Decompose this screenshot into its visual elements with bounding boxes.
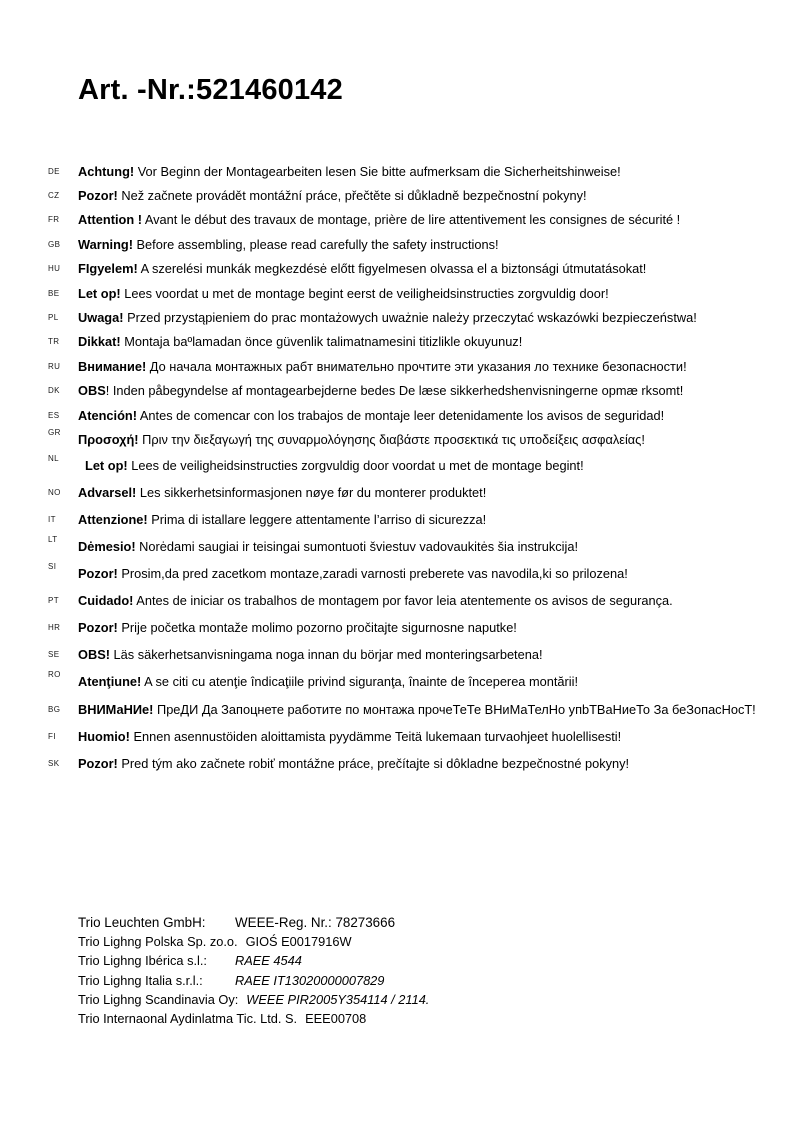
footer-row	[78, 971, 429, 990]
footer-row	[78, 932, 429, 951]
warning-row	[0, 506, 802, 533]
warning-lead-word: Pozor!	[78, 566, 118, 582]
language-code: BE	[48, 288, 60, 298]
warning-row	[0, 750, 802, 777]
company-label: Trio Internaonal Aydinlatma Tic. Ltd. S.	[78, 1011, 298, 1027]
registration-value: RAEE 4544	[235, 953, 302, 969]
warning-row	[0, 614, 802, 641]
warning-text	[78, 566, 628, 581]
warning-lead-word: Atención!	[78, 407, 138, 423]
warning-text	[78, 620, 517, 635]
language-code: FI	[48, 731, 56, 741]
warning-row	[0, 305, 802, 329]
warning-rest-text: Πριν την διεξαγωγή της συναρμολόγησης διαβάστε προσεκτικά τις υποδείξεις ασφαλείας!	[138, 431, 645, 447]
warning-text	[78, 237, 499, 252]
warning-lead-word: OBS	[78, 383, 106, 399]
language-code: NL	[48, 453, 60, 463]
warning-lead-word: FIgyelem!	[78, 261, 138, 277]
warning-text	[78, 729, 621, 744]
warning-rest-text: Les sikkerhetsinformasjonen nøye før du monterer produktet!	[136, 484, 487, 500]
warning-text	[78, 212, 680, 227]
language-code: DK	[48, 386, 60, 396]
language-code: PL	[48, 313, 59, 323]
language-code: SK	[48, 758, 60, 768]
warning-row	[0, 232, 802, 256]
warnings-list	[0, 159, 802, 777]
warning-row	[0, 330, 802, 354]
warning-lead-word: Let op!	[85, 457, 128, 473]
warning-rest-text: Montaja baºlamadan önce güvenlik talimatnamesini titizlikle okuyunuz!	[120, 334, 523, 350]
registration-value: EEE00708	[305, 1011, 367, 1027]
warning-rest-text: Prima di istallare leggere attentamente l’arriso di sicurezza!	[147, 511, 487, 527]
language-code: ES	[48, 410, 60, 420]
warning-rest-text: A szerelési munkák megkezdésė előtt figyelmesen olvassa el a biztonsági útmutatásokat!	[137, 261, 647, 277]
warning-text	[78, 593, 673, 608]
warning-text	[78, 408, 664, 423]
warning-row	[0, 159, 802, 183]
warning-text	[78, 432, 645, 447]
warning-text	[78, 383, 683, 398]
warning-text	[78, 485, 486, 500]
warning-lead-word: Advarsel!	[78, 484, 137, 500]
language-code: NO	[48, 487, 61, 497]
warning-rest-text: Norėdami saugiai ir teisingai sumontuoti šviestuv vadovaukitės šia instrukcija!	[135, 539, 579, 555]
company-label: Trio Lighng Polska Sp. zo.o.	[78, 934, 238, 950]
warning-rest-text: Než začnete provádět montážní práce, přečtěte si důkladně bezpečnostní pokyny!	[117, 188, 587, 204]
warning-lead-word: Warning!	[78, 236, 133, 252]
warning-row	[0, 587, 802, 614]
registration-value: WEEE PIR2005Y354114 / 2114.	[246, 991, 430, 1007]
warning-lead-word: Внимание!	[78, 358, 147, 374]
warning-rest-text: Antes de comencar con los trabajos de montaje leer detenidamente los avisos de seguridad!	[137, 407, 665, 423]
warning-lead-word: Let op!	[78, 285, 121, 301]
warning-rest-text: Vor Beginn der Montagearbeiten lesen Sie bitte aufmerksam die Sicherheitshinweise!	[134, 163, 621, 179]
warning-text	[78, 647, 543, 662]
warning-rest-text: Przed przystąpieniem do prac montażowych uważnie należy przeczytać wskazówki bezpieczeństwa!	[123, 310, 697, 326]
warning-lead-word: Achtung!	[78, 163, 135, 179]
warning-text	[78, 359, 687, 374]
registration-value: RAEE IT13020000007829	[235, 972, 385, 988]
footer-row	[78, 1009, 429, 1028]
warning-text	[78, 334, 522, 349]
warning-text	[78, 188, 587, 203]
language-code: DE	[48, 166, 60, 176]
warning-rest-text: Lees voordat u met de montage begint eerst de veiligheidsinstructies zorgvuldig door!	[120, 285, 609, 301]
warning-rest-text: ПреДИ Да Запоцнете работите по монтажа прочеТеТе ВНиМаТелНо упbТВаНиеТо За беЗопасНосТ!	[153, 701, 756, 717]
warning-rest-text: Antes de iniciar os trabalhos de montagem por favor leia atentemente os avisos de segurança.	[133, 593, 673, 609]
weee-registration-footer	[78, 913, 429, 1028]
company-label: Trio Lighng Italia s.r.l.:	[78, 972, 203, 988]
warning-rest-text: ! Inden påbegyndelse af montagearbejderne bedes De læse sikkerhedshenvisningerne opmæ rksomt!	[105, 383, 684, 399]
warning-lead-word: Dėmesio!	[78, 539, 136, 555]
warning-row	[0, 427, 802, 451]
company-label: Trio Leuchten GmbH:	[78, 915, 206, 931]
warning-lead-word: Attenzione!	[78, 511, 148, 527]
warning-row	[0, 533, 802, 560]
language-code: FR	[48, 215, 60, 225]
warning-lead-word: OBS!	[78, 647, 110, 663]
warning-row	[0, 403, 802, 427]
warning-lead-word: Pozor!	[78, 188, 118, 204]
language-code: HR	[48, 623, 61, 633]
company-label: Trio Lighng Ibérica s.l.:	[78, 953, 207, 969]
warning-lead-word: Pozor!	[78, 620, 118, 636]
warning-lead-word: Dikkat!	[78, 334, 121, 350]
language-code: BG	[48, 704, 61, 714]
warning-lead-word: Προσοχή!	[78, 431, 139, 447]
warning-rest-text: Läs säkerhetsanvisningama noga innan du börjar med monteringsarbetena!	[110, 647, 543, 663]
footer-row	[78, 913, 429, 932]
language-code: HU	[48, 264, 61, 274]
warning-row	[0, 281, 802, 305]
warning-lead-word: Pozor!	[78, 755, 118, 771]
warning-text	[78, 164, 621, 179]
article-number-title: Art. -Nr.:521460142	[78, 74, 343, 106]
warning-row	[0, 257, 802, 281]
warning-row	[0, 452, 802, 479]
warning-lead-word: Uwaga!	[78, 310, 124, 326]
language-code: CZ	[48, 191, 60, 201]
warning-rest-text: Prije početka montaže molimo pozorno pročitajte sigurnosne naputke!	[117, 620, 517, 636]
warning-row	[0, 479, 802, 506]
warning-text	[78, 512, 486, 527]
language-code: IT	[48, 514, 56, 524]
language-code: RO	[48, 670, 61, 680]
warning-lead-word: ВНИМаНИе!	[78, 701, 154, 717]
warning-rest-text: До начала монтажных рабт внимательно прочтите эти указания ло технике безопасности!	[146, 358, 687, 374]
language-code: LT	[48, 535, 58, 545]
warning-rest-text: Ennen asennustöiden aloittamista pyydämme Teitä lukemaan turvaohjeet huolellisesti!	[129, 728, 622, 744]
language-code: SE	[48, 650, 60, 660]
language-code: SI	[48, 562, 57, 572]
warning-text	[78, 539, 578, 554]
language-code: GR	[48, 427, 61, 437]
warning-lead-word: Attention !	[78, 212, 142, 228]
warning-text	[78, 756, 629, 771]
warning-rest-text: Lees de veiligheidsinstructies zorgvuldig door voordat u met de montage begint!	[127, 457, 584, 473]
warning-rest-text: A se citi cu atenţie îndicaţiile privind siguranţa, înainte de începerea montării!	[141, 674, 579, 690]
warning-row	[0, 354, 802, 378]
warning-row	[0, 560, 802, 587]
warning-text	[78, 261, 646, 276]
footer-row	[78, 990, 429, 1009]
registration-value: GIOŚ E0017916W	[245, 934, 352, 950]
language-code: TR	[48, 337, 60, 347]
warning-text	[85, 458, 584, 473]
warning-rest-text: Prosim,da pred zacetkom montaze,zaradi varnosti preberete vas navodila,ki so prilozena!	[117, 566, 628, 582]
warning-row	[0, 696, 802, 723]
warning-row	[0, 723, 802, 750]
warning-rest-text: Pred tým ako začnete robiť montážne práce, prečítajte si dôkladne bezpečnostné pokyny!	[117, 755, 630, 771]
footer-row	[78, 951, 429, 970]
warning-lead-word: Huomio!	[78, 728, 130, 744]
warning-rest-text: Avant le début des travaux de montage, prière de lire attentivement les consignes de sécurité !	[141, 212, 681, 228]
warning-lead-word: Cuidado!	[78, 593, 134, 609]
language-code: PT	[48, 596, 60, 606]
company-label: Trio Lighng Scandinavia Oy:	[78, 991, 239, 1007]
warning-text	[78, 310, 697, 325]
warning-row	[0, 208, 802, 232]
warning-row	[0, 183, 802, 207]
language-code: RU	[48, 361, 61, 371]
registration-value: WEEE-Reg. Nr.: 78273666	[235, 915, 396, 931]
warning-row	[0, 379, 802, 403]
warning-lead-word: Atenţiune!	[78, 674, 142, 690]
warning-rest-text: Before assembling, please read carefully the safety instructions!	[132, 236, 499, 252]
warning-text	[78, 674, 578, 689]
warning-text	[78, 286, 609, 301]
language-code: GB	[48, 239, 61, 249]
warning-text	[78, 702, 756, 717]
warning-row	[0, 641, 802, 668]
warning-row	[0, 668, 802, 695]
